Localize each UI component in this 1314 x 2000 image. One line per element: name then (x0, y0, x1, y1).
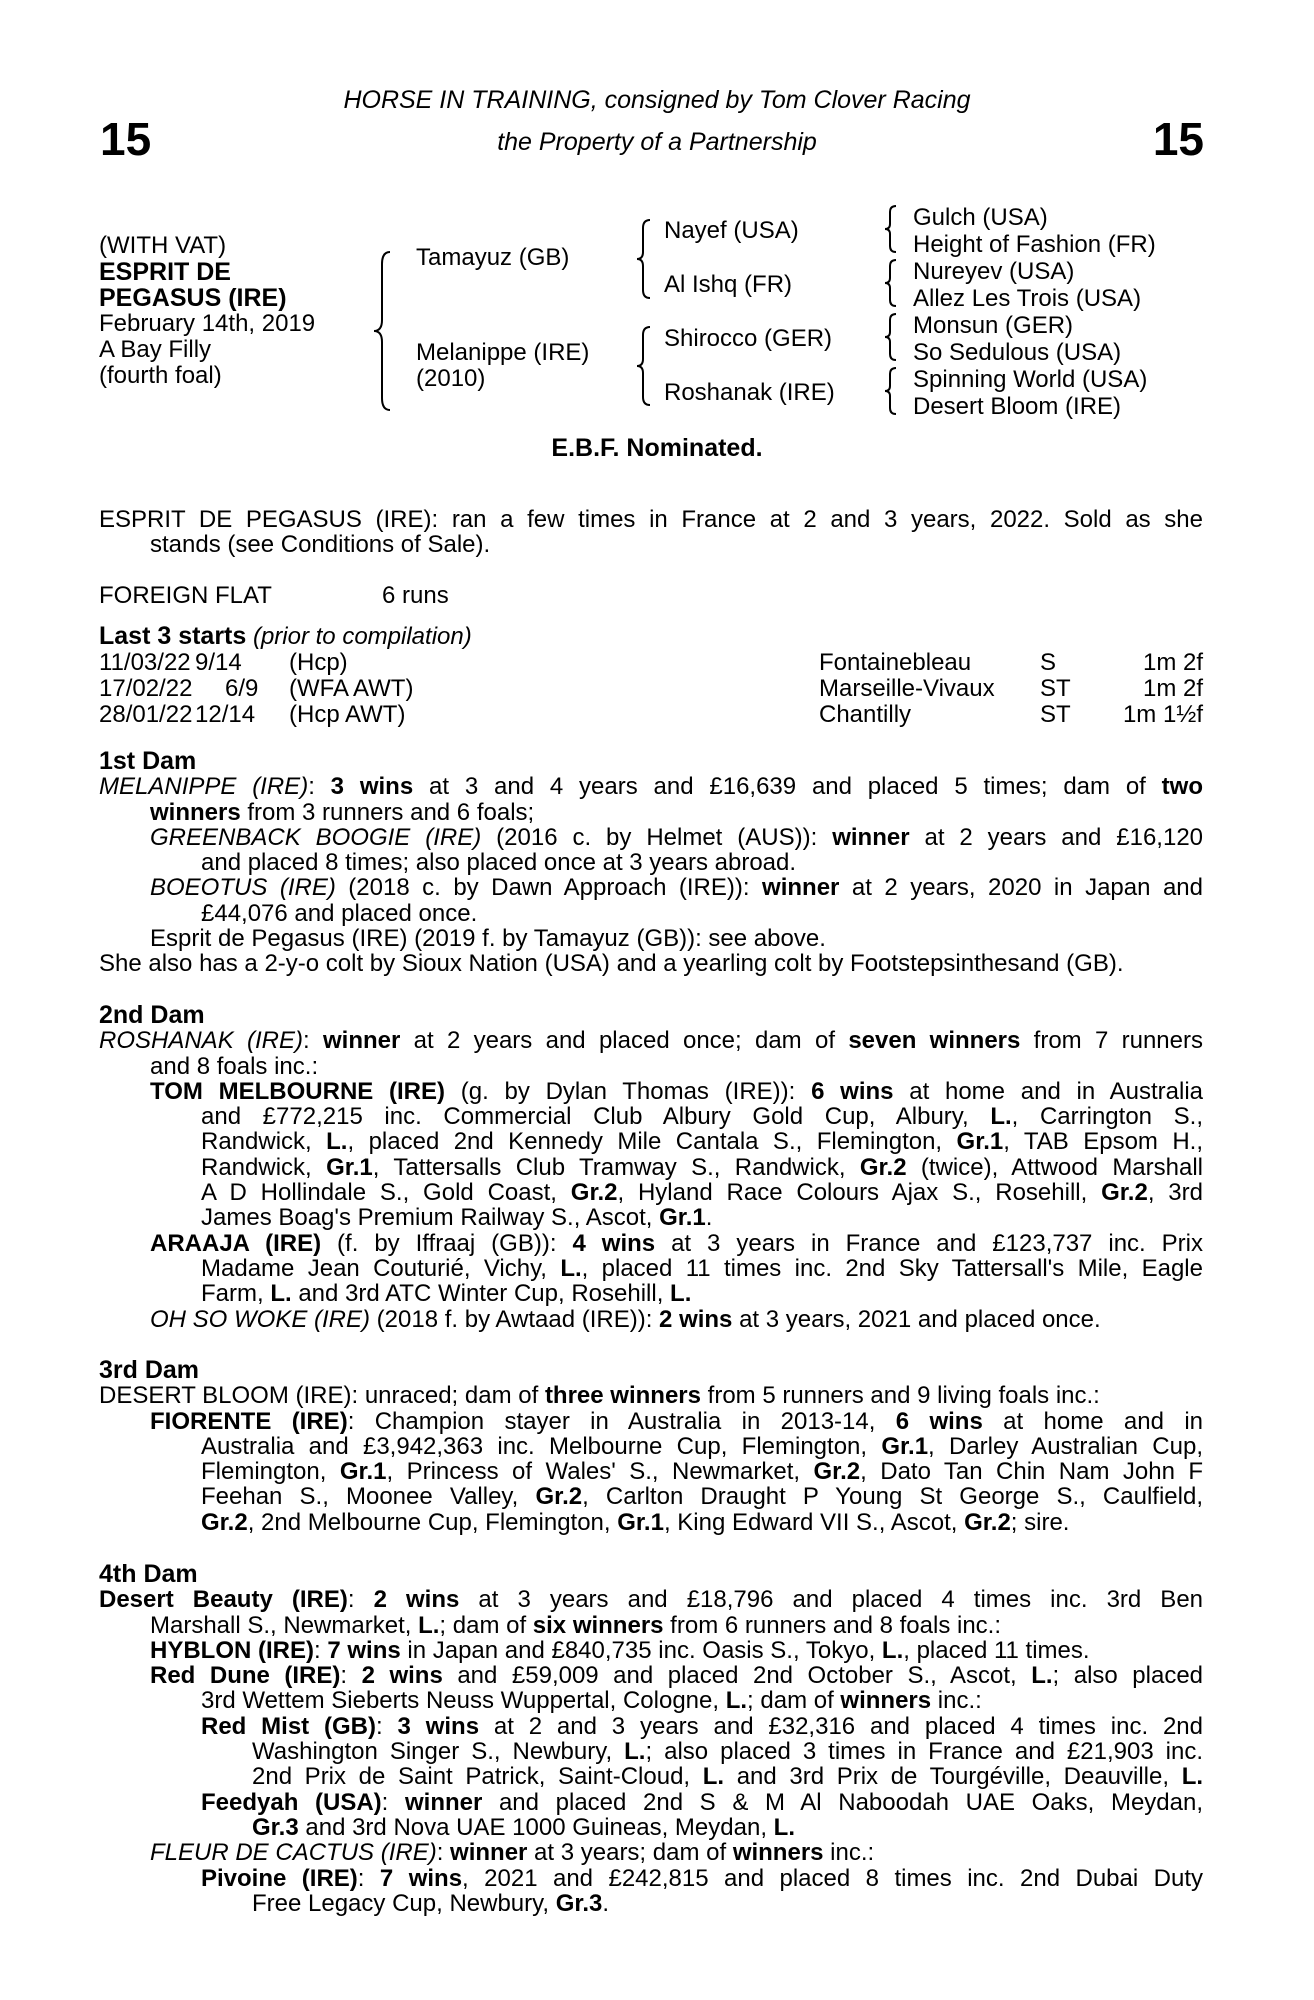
horse-name-line2: PEGASUS (IRE) (99, 284, 287, 312)
text: Farm, (201, 1280, 271, 1308)
horse-info (99, 233, 315, 389)
fourth-dam-line (99, 1587, 1203, 1612)
pedigree-brace-sire (634, 218, 654, 300)
grade: Gr.1 (956, 1128, 1004, 1156)
gen3-8: Desert Bloom (IRE) (913, 393, 1122, 420)
text: at 3 years, 2021 and placed once. (732, 1305, 1101, 1333)
text: from 5 runners and 9 living foals inc.: (700, 1382, 1100, 1410)
text: : (357, 1864, 380, 1892)
text: 2nd Prix de Saint Patrick, Saint-Cloud, (252, 1763, 703, 1791)
foreign-flat-runs: 6 runs (382, 582, 449, 609)
emphasis: winners (732, 1839, 824, 1867)
emphasis: winner (832, 823, 910, 851)
text: at 3 years; dam of (527, 1839, 733, 1867)
text: ; dam of (747, 1687, 841, 1715)
first-dam-line: and placed 8 times; also placed once at 3 years abroad. (201, 849, 797, 877)
dam-name: Desert Beauty (IRE) (99, 1586, 348, 1614)
text: , Carrington S., (1011, 1103, 1204, 1131)
pedigree-brace-g3-1 (882, 204, 900, 254)
text: from 3 runners and 6 foals; (240, 798, 535, 826)
horse-name-line1: ESPRIT DE (99, 258, 231, 286)
start-course: Fontainebleau (819, 649, 972, 676)
text: , TAB Epsom H., (1003, 1128, 1204, 1156)
emphasis: winner (762, 874, 840, 902)
gen3-3: Nureyev (USA) (913, 258, 1075, 285)
emphasis: seven winners (848, 1027, 1021, 1055)
text: , King Edward VII S., Ascot, (663, 1508, 965, 1536)
start-race-type: (Hcp) (289, 649, 348, 676)
third-dam-line (99, 1484, 1203, 1509)
grade: Gr.2 (859, 1153, 907, 1181)
text: ; dam of (439, 1611, 533, 1639)
text: at 3 years and £18,796 and placed 4 times inc. 3rd Ben (459, 1586, 1204, 1614)
grade: Gr.3 (555, 1889, 603, 1917)
vat-note: (WITH VAT) (99, 232, 227, 259)
fourth-dam-heading: 4th Dam (99, 1560, 198, 1588)
gen3-5: Monsun (GER) (913, 312, 1074, 339)
start-row (99, 649, 1203, 675)
fourth-dam-line (99, 1764, 1203, 1789)
fourth-dam-section (99, 1562, 1203, 1916)
text: and £772,215 inc. Commercial Club Albury Gold Cup, Albury, (201, 1103, 991, 1131)
dam-name: MELANIPPE (IRE) (99, 773, 309, 801)
wins: 7 wins (327, 1636, 401, 1664)
wins: 6 wins (895, 1407, 983, 1435)
fourth-dam-line (99, 1815, 1203, 1840)
emphasis: six winners (532, 1611, 664, 1639)
second-dam-line (99, 1231, 1203, 1256)
foaling-date: February 14th, 2019 (99, 310, 316, 337)
text: ; also placed 3 times in France and £21,903 inc. (645, 1738, 1203, 1766)
text: Randwick, (201, 1153, 327, 1181)
second-dam-line (99, 1180, 1203, 1205)
text: at 3 and 4 years and £16,639 and placed 5 times; dam of (413, 773, 1162, 801)
text: Marshall S., Newmarket, (150, 1611, 419, 1639)
fourth-dam-line (99, 1840, 1203, 1865)
dam-year: (2010) (416, 365, 486, 392)
text: , 3rd (1147, 1179, 1203, 1207)
grade: Gr.1 (659, 1204, 706, 1232)
pedigree-gen3 (913, 204, 1156, 420)
text: A D Hollindale S., Gold Coast, (201, 1179, 571, 1207)
text: : Champion stayer in Australia in 2013-14, (347, 1407, 896, 1435)
first-dam-line: She also has a 2-y-o colt by Sioux Nation (USA) and a yearling colt by Footstepsinthesand (GB). (99, 950, 1124, 978)
wins: 2 wins (373, 1586, 460, 1614)
text: Australia and £3,942,363 inc. Melbourne Cup, Flemington, (201, 1432, 882, 1460)
last-starts-heading (99, 624, 1203, 649)
grade: L. (725, 1687, 748, 1715)
dam-name: ROSHANAK (IRE) (99, 1027, 303, 1055)
text: and 3rd ATC Winter Cup, Rosehill, (291, 1280, 671, 1308)
gen3-7: Spinning World (USA) (913, 366, 1148, 393)
gen3-1: Gulch (USA) (913, 204, 1048, 231)
summary-line2: stands (see Conditions of Sale). (150, 531, 491, 559)
foal-name: FLEUR DE CACTUS (IRE) (150, 1839, 437, 1867)
grade: L. (773, 1813, 795, 1841)
text: at 2 years and £16,120 (909, 823, 1204, 851)
text: , placed 11 times. (903, 1636, 1090, 1664)
grade: L. (670, 1280, 692, 1308)
third-dam-line (99, 1383, 1203, 1408)
second-dam-heading: 2nd Dam (99, 1001, 205, 1029)
start-position: 12/14 (195, 701, 256, 728)
summary-line1: ESPRIT DE PEGASUS (IRE): ran a few times in France at 2 and 3 years, 2022. Sold as she (99, 506, 1203, 533)
pedigree-brace-g3-4 (882, 366, 900, 416)
pedigree-brace-dam (634, 325, 654, 407)
text: , Princess of Wales' S., Newmarket, (386, 1458, 814, 1486)
start-date: 28/01/22 (99, 701, 193, 728)
wins: 2 wins (361, 1662, 443, 1690)
text: , Hyland Race Colours Ajax S., Rosehill, (617, 1179, 1102, 1207)
start-distance: 1m 1½f (1122, 701, 1203, 728)
start-position: 6/9 (225, 675, 259, 702)
grade: Gr.2 (1101, 1179, 1148, 1207)
text: and £59,009 and placed 2nd October S., Ascot, (442, 1662, 1032, 1690)
text: . (705, 1204, 713, 1232)
start-position: 9/14 (195, 649, 242, 676)
grade: L. (326, 1128, 348, 1156)
text: . (602, 1889, 610, 1917)
text: , Carlton Draught P Young St George S., Caulfield, (582, 1483, 1203, 1511)
grade: L. (1031, 1662, 1053, 1690)
start-course: Chantilly (819, 701, 912, 728)
summary (99, 507, 1203, 558)
second-dam-line (99, 1079, 1203, 1104)
text: : (314, 1636, 328, 1664)
text: (g. by Dylan Thomas (IRE)): (445, 1077, 812, 1105)
foal-number: (fourth foal) (99, 362, 222, 389)
text: at 2 and 3 years and £32,316 and placed 4 times inc. 2nd (479, 1712, 1203, 1740)
gen3-2: Height of Fashion (FR) (913, 231, 1156, 258)
wins: 4 wins (572, 1229, 656, 1257)
emphasis: winner (450, 1839, 528, 1867)
dam-name: Melanippe (IRE) (416, 339, 590, 366)
text: (twice), Attwood Marshall (906, 1153, 1204, 1181)
text: and 3rd Prix de Tourgéville, Deauville, (724, 1763, 1182, 1791)
sire-sire: Nayef (USA) (664, 217, 799, 244)
foal-name: Feedyah (USA) (201, 1788, 382, 1816)
grade: Gr.2 (570, 1179, 618, 1207)
text: : (303, 1027, 323, 1055)
text: inc.: (931, 1687, 982, 1715)
ebf-nominated: E.B.F. Nominated. (551, 434, 763, 462)
third-dam-line (99, 1434, 1203, 1459)
last-starts-title: Last 3 starts (99, 622, 247, 650)
first-dam-heading: 1st Dam (99, 747, 197, 775)
text: , placed 11 times inc. 2nd Sky Tattersall's Mile, Eagle (581, 1254, 1203, 1282)
second-dam-line (99, 1028, 1203, 1053)
second-dam-line (99, 1104, 1203, 1129)
emphasis: winner (404, 1788, 483, 1816)
foal-name: BOEOTUS (IRE) (150, 874, 336, 902)
fourth-dam-line (99, 1739, 1203, 1764)
grade: Gr.1 (881, 1432, 929, 1460)
second-dam-line (99, 1155, 1203, 1180)
start-date: 11/03/22 (99, 649, 191, 676)
first-dam-line (99, 825, 1203, 850)
text: and placed 2nd S & M Al Naboodah UAE Oaks, Meydan, (482, 1788, 1203, 1816)
text: : (340, 1662, 362, 1690)
wins: 3 wins (330, 773, 414, 801)
start-surface: ST (1040, 701, 1071, 728)
fourth-dam-line (99, 1613, 1203, 1638)
text: : (376, 1712, 398, 1740)
third-dam-heading: 3rd Dam (99, 1356, 200, 1384)
start-row (99, 675, 1203, 701)
last-starts (99, 624, 1203, 734)
foal-name: TOM MELBOURNE (IRE) (150, 1077, 446, 1105)
text: Free Legacy Cup, Newbury, (252, 1889, 556, 1917)
text: (f. by Iffraaj (GB)): (321, 1229, 573, 1257)
grade: L. (270, 1280, 292, 1308)
start-date: 17/02/22 (99, 675, 193, 702)
start-course: Marseille-Vivaux (819, 675, 995, 702)
gen3-4: Allez Les Trois (USA) (913, 285, 1142, 312)
text: inc.: (823, 1839, 875, 1867)
foal-name: ARAAJA (IRE) (150, 1229, 322, 1257)
third-dam-line (99, 1409, 1203, 1434)
fourth-dam-line (99, 1663, 1203, 1688)
second-dam-line (99, 1256, 1203, 1281)
text: (2016 c. by Helmet (AUS)): (481, 823, 833, 851)
fourth-dam-line (99, 1688, 1203, 1713)
start-distance: 1m 2f (1142, 675, 1203, 702)
text: James Boag's Premium Railway S., Ascot, (201, 1204, 660, 1232)
second-dam-line (99, 1281, 1203, 1306)
text: in Japan and £840,735 inc. Oasis S., Tokyo, (400, 1636, 882, 1664)
dam-dam: Roshanak (IRE) (664, 379, 835, 406)
grade: Gr.3 (252, 1813, 299, 1841)
emphasis: winner (322, 1027, 401, 1055)
grade: L. (990, 1103, 1012, 1131)
grade: Gr.2 (964, 1508, 1011, 1536)
grade: Gr.2 (201, 1508, 248, 1536)
foal-name: Red Mist (GB) (201, 1712, 376, 1740)
grade: L. (560, 1254, 582, 1282)
text: ; sire. (1010, 1508, 1070, 1536)
text: , Tattersalls Club Tramway S., Randwick, (372, 1153, 860, 1181)
emphasis: winners (150, 798, 241, 826)
fourth-dam-line (99, 1866, 1203, 1891)
first-dam-line (99, 875, 1203, 900)
text: at home and in (982, 1407, 1203, 1435)
grade: L. (1181, 1763, 1204, 1791)
grade: Gr.1 (617, 1508, 664, 1536)
wins: 2 wins (659, 1305, 733, 1333)
grade: L. (624, 1738, 646, 1766)
grade: Gr.2 (535, 1483, 583, 1511)
first-dam-line (99, 774, 1203, 799)
sire-name: Tamayuz (GB) (416, 244, 570, 271)
dam-sire: Shirocco (GER) (664, 325, 833, 352)
text: , 2nd Melbourne Cup, Flemington, (247, 1508, 618, 1536)
last-starts-note: (prior to compilation) (252, 623, 472, 650)
text: ; also placed (1052, 1662, 1204, 1690)
text: Washington Singer S., Newbury, (252, 1738, 625, 1766)
second-dam-section (99, 1003, 1203, 1332)
header-property: the Property of a Partnership (497, 128, 817, 156)
pedigree-brace-g3-2 (882, 258, 900, 308)
text: Flemington, (201, 1458, 340, 1486)
start-race-type: (Hcp AWT) (289, 701, 406, 728)
text: , Darley Australian Cup, (928, 1432, 1204, 1460)
text: : (436, 1839, 451, 1867)
text: (2018 c. by Dawn Approach (IRE)): (335, 874, 763, 902)
text: at 3 years in France and £123,737 inc. Prix (655, 1229, 1204, 1257)
start-surface: S (1040, 649, 1057, 676)
text: 3rd Wettem Sieberts Neuss Wuppertal, Cologne, (201, 1687, 726, 1715)
foreign-flat-label: FOREIGN FLAT (99, 582, 272, 609)
fourth-dam-line (99, 1790, 1203, 1815)
pedigree-brace-g3-3 (882, 312, 900, 362)
horse-description: A Bay Filly (99, 336, 212, 363)
gen3-6: So Sedulous (USA) (913, 339, 1122, 366)
first-dam-line: £44,076 and placed once. (201, 899, 478, 927)
text: : (347, 1586, 374, 1614)
text: , 2021 and £242,815 and placed 8 times inc. 2nd Dubai Duty (462, 1864, 1203, 1892)
wins: 6 wins (811, 1077, 894, 1105)
text: : (308, 773, 331, 801)
foal-name: OH SO WOKE (IRE) (150, 1305, 371, 1333)
second-dam-line (99, 1205, 1203, 1230)
sire-dam: Al Ishq (FR) (664, 271, 793, 298)
foal-name: Red Dune (IRE) (150, 1662, 341, 1690)
text: and 3rd Nova UAE 1000 Guineas, Meydan, (298, 1813, 774, 1841)
grade: L. (881, 1636, 904, 1664)
second-dam-line (99, 1129, 1203, 1154)
wins: 7 wins (379, 1864, 463, 1892)
emphasis: three winners (544, 1382, 701, 1410)
third-dam-section (99, 1358, 1203, 1535)
first-dam-section (99, 749, 1203, 977)
fourth-dam-line (99, 1638, 1203, 1663)
grade: L. (418, 1611, 440, 1639)
foal-name: GREENBACK BOOGIE (IRE) (150, 823, 482, 851)
foal-name: Pivoine (IRE) (201, 1864, 358, 1892)
start-surface: ST (1040, 675, 1071, 702)
text: from 6 runners and 8 foals inc.: (663, 1611, 1002, 1639)
fourth-dam-line (99, 1891, 1203, 1916)
text: Madame Jean Couturié, Vichy, (201, 1254, 561, 1282)
lot-number-left: 15 (100, 113, 152, 165)
lot-number-right: 15 (1152, 113, 1204, 165)
grade: L. (702, 1763, 725, 1791)
text: (2018 f. by Awtaad (IRE)): (370, 1305, 660, 1333)
first-dam-line: Esprit de Pegasus (IRE) (2019 f. by Tamayuz (GB)): see above. (150, 925, 826, 953)
wins: 3 wins (397, 1712, 480, 1740)
text: at 2 years and placed once; dam of (400, 1027, 849, 1055)
start-distance: 1m 2f (1142, 649, 1203, 676)
text: Randwick, (201, 1128, 327, 1156)
grade: Gr.1 (339, 1458, 387, 1486)
text: from 7 runners (1020, 1027, 1203, 1055)
pedigree-brace-main (370, 250, 394, 412)
emphasis: winners (840, 1687, 932, 1715)
grade: Gr.2 (813, 1458, 861, 1486)
fourth-dam-line (99, 1714, 1203, 1739)
start-race-type: (WFA AWT) (289, 675, 414, 702)
second-dam-line: and 8 foals inc.: (150, 1052, 319, 1080)
first-dam-line (99, 800, 1203, 825)
start-row (99, 701, 1203, 727)
text: at home and in Australia (893, 1077, 1203, 1105)
third-dam-line (99, 1510, 1203, 1535)
foal-name: FIORENTE (IRE) (150, 1407, 348, 1435)
grade: Gr.1 (326, 1153, 373, 1181)
foal-name: HYBLON (IRE) (150, 1636, 314, 1664)
third-dam-line (99, 1459, 1203, 1484)
emphasis: two (1161, 773, 1203, 801)
text: Feehan S., Moonee Valley, (201, 1483, 536, 1511)
text: DESERT BLOOM (IRE): unraced; dam of (99, 1382, 545, 1410)
text: , placed 2nd Kennedy Mile Cantala S., Flemington, (347, 1128, 957, 1156)
second-dam-line (99, 1307, 1203, 1332)
header-consignor: HORSE IN TRAINING, consigned by Tom Clover Racing (343, 86, 971, 114)
text: , Dato Tan Chin Nam John F (860, 1458, 1203, 1486)
text: at 2 years, 2020 in Japan and (839, 874, 1203, 902)
text: : (381, 1788, 405, 1816)
